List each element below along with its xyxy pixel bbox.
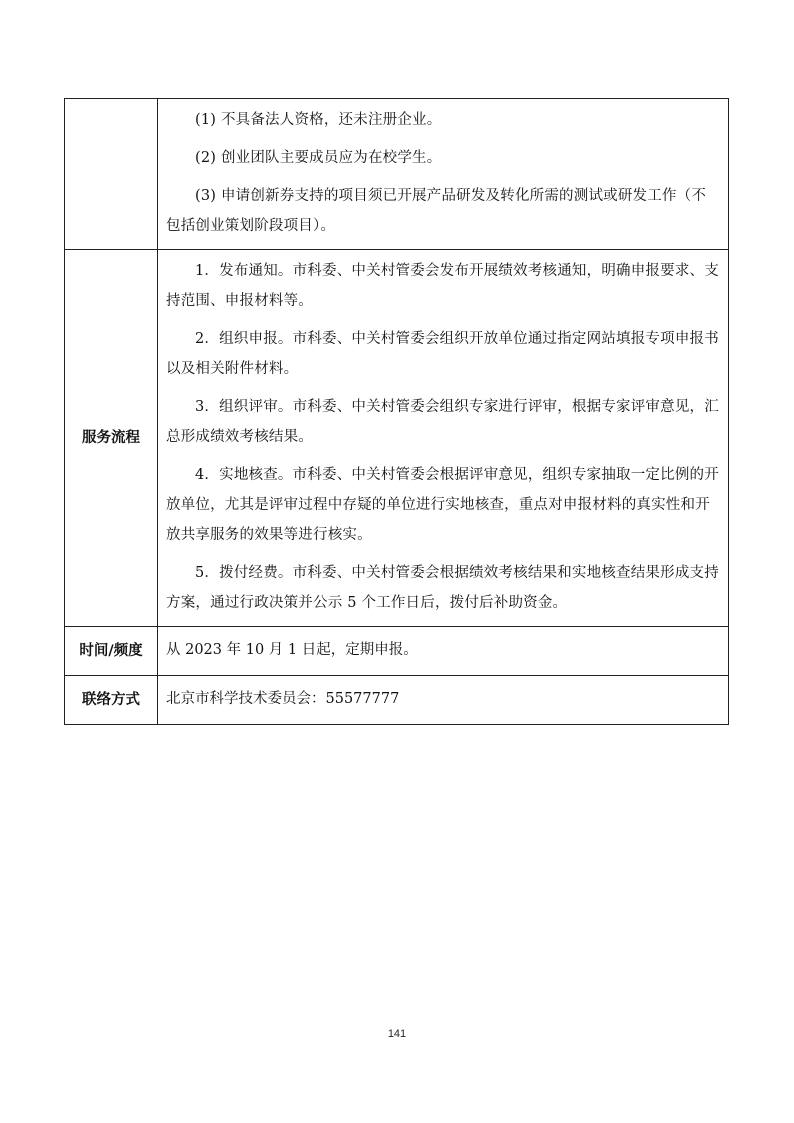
table-row-contact xyxy=(65,676,729,725)
process-step-2: 2．组织申报。市科委、中关村管委会组织开放单位通过指定网站填报专项申报书以及相关附件材料。 xyxy=(166,331,719,377)
contact-text: 北京市科学技术委员会：55577777 xyxy=(166,691,400,707)
process-step-4: 4．实地核查。市科委、中关村管委会根据评审意见，组织专家抽取一定比例的开放单位，尤其是评审过程中存疑的单位进行实地核查，重点对申报材料的真实性和开放共享服务的效果等进行核实。 xyxy=(166,467,719,543)
row-label-empty xyxy=(65,99,158,250)
row-label-time-frequency: 时间/频度 xyxy=(65,627,158,676)
process-step-3: 3．组织评审。市科委、中关村管委会组织专家进行评审，根据专家评审意见，汇总形成绩效考核结果。 xyxy=(166,399,719,445)
eligibility-item-1: (1) 不具备法人资格，还未注册企业。 xyxy=(195,112,442,128)
eligibility-item-3: (3) 申请创新券支持的项目须已开展产品研发及转化所需的测试或研发工作（不包括创业策划阶段项目）。 xyxy=(166,188,707,234)
table-row-eligibility xyxy=(65,99,729,250)
table-row-service-process xyxy=(65,250,729,627)
row-label-contact: 联络方式 xyxy=(65,676,158,725)
process-step-5: 5．拨付经费。市科委、中关村管委会根据绩效考核结果和实地核查结果形成支持方案，通过行政决策并公示 5 个工作日后，拨付后补助资金。 xyxy=(166,565,719,611)
info-table xyxy=(64,98,729,725)
table-row-time-frequency xyxy=(65,627,729,676)
contact-content xyxy=(158,676,729,725)
page-number: 141 xyxy=(387,1028,407,1040)
eligibility-content xyxy=(158,99,729,250)
process-step-1: 1．发布通知。市科委、中关村管委会发布开展绩效考核通知，明确申报要求、支持范围、申报材料等。 xyxy=(166,263,719,309)
service-process-content xyxy=(158,250,729,627)
time-frequency-content xyxy=(158,627,729,676)
row-label-service-process: 服务流程 xyxy=(65,250,158,627)
time-frequency-text: 从 2023 年 10 月 1 日起，定期申报。 xyxy=(166,642,418,658)
eligibility-item-2: (2) 创业团队主要成员应为在校学生。 xyxy=(195,150,442,166)
